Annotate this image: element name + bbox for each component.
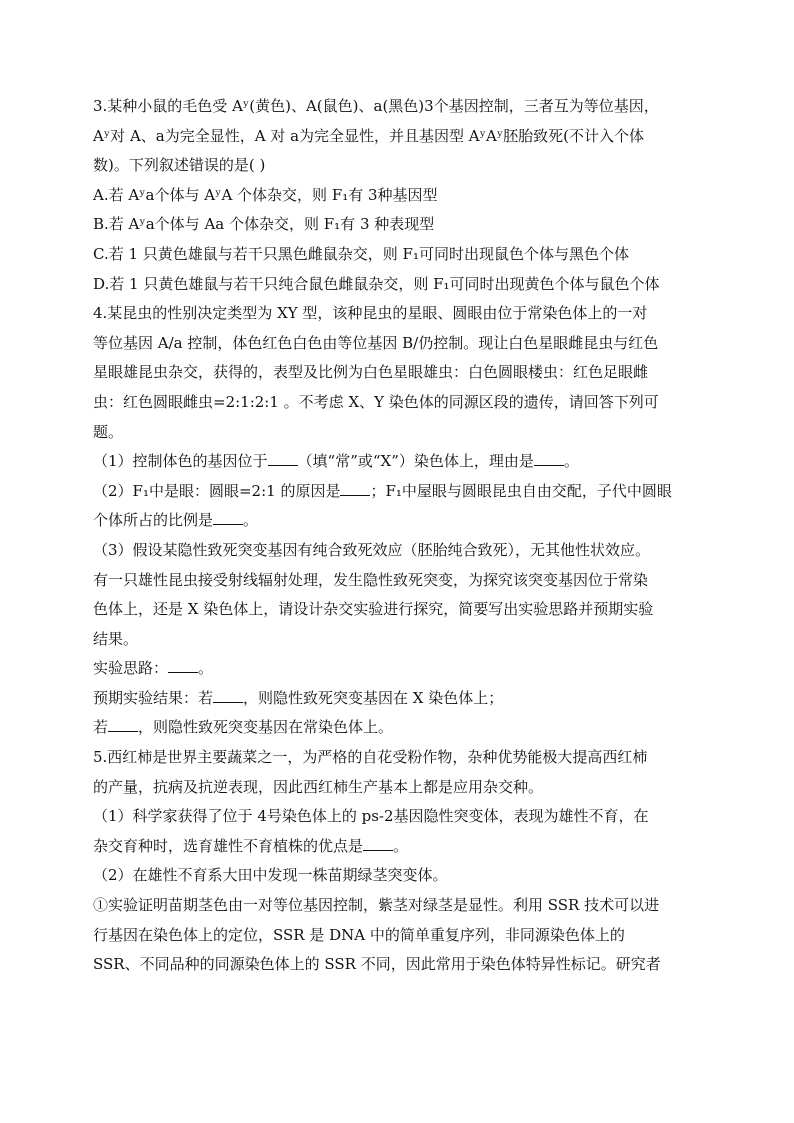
answer-blank [108, 715, 138, 732]
answer-blank [213, 686, 243, 703]
answer-blank [534, 449, 564, 466]
q3-stem-line-2: Aʸ对 A、a为完全显性，A 对 a为完全显性，并且基因型 AʸAʸ胚胎致死(不计入个体 [93, 126, 645, 145]
q5-sub1-line-2 [93, 832, 708, 862]
q4-sub2-text-b: ；F₁中屋眼与圆眼昆虫自由交配，子代中圆眼 [370, 481, 672, 500]
q4-sub1-text-b: （填“常”或“X”）染色体上，理由是 [297, 452, 534, 471]
q5-stem-line-1: 5.西红柿是世界主要蔬菜之一，为严格的自花受粉作物，杂种优势能极大提高西红柿 [93, 748, 648, 767]
q4-expected-2-a: 若 [93, 718, 109, 737]
q3-option-b: B.若 Aʸa个体与 Aa 个体杂交，则 F₁有 3 种表现型 [93, 215, 435, 234]
q5-sub2-c1-line-1: ①实验证明苗期茎色由一对等位基因控制，紫茎对绿茎是显性。利用 SSR 技术可以进 [93, 896, 660, 915]
q5-stem-line-2: 的产量，抗病及抗逆表现，因此西红柿生产基本上都是应用杂交种。 [93, 777, 544, 796]
q4-sub1-text-c: 。 [563, 452, 579, 471]
q5-sub1-text-a: 杂交育种时，选育雄性不育植株的优点是 [93, 836, 364, 855]
q3-option-d: D.若 1 只黄色雄鼠与若干只纯合鼠色雌鼠杂交，则 F₁可同时出现黄色个体与鼠色个体 [93, 274, 660, 293]
q3-option-a: A.若 Aʸa个体与 AʸA 个体杂交，则 F₁有 3种基因型 [93, 185, 438, 204]
q4-idea-end: 。 [198, 659, 214, 678]
answer-blank [168, 656, 198, 673]
q4-stem-line-5: 题。 [93, 422, 124, 441]
q5-sub1-line-1: （1）科学家获得了位于 4号染色体上的 ps-2基因隐性突变体，表现为雄性不育，在 [93, 807, 649, 826]
q4-sub2-text-a: （2）F₁中是眼：圆眼=2:1 的原因是 [93, 481, 341, 500]
q4-expected-1-b: ，则隐性致死突变基因在 X 染色体上； [243, 688, 504, 707]
q5-sub2-c1-line-2: 行基因在染色体上的定位，SSR 是 DNA 中的简单重复序列，非同源染色体上的 [93, 925, 625, 944]
q4-stem-line-4: 虫：红色圆眼雌虫=2:1:2:1 。不考虑 X、Y 染色体的同源区段的遗传，请回答下列可 [93, 392, 659, 411]
answer-blank [213, 508, 243, 525]
document-page [93, 92, 708, 980]
q5-sub2-c1-line-3: SSR、不同品种的同源染色体上的 SSR 不同，因此常用于染色体特异性标记。研究者 [93, 955, 661, 974]
q4-sub3-line-3: 色体上，还是 X 染色体上，请设计杂交实验进行探究，简要写出实验思路并预期实验 [93, 600, 654, 619]
q4-expected-1-a: 预期实验结果：若 [93, 688, 214, 707]
q4-sub2-line-2 [93, 506, 708, 536]
q4-stem-line-1: 4.某昆虫的性别决定类型为 XY 型，该种昆虫的星眼、圆眼由位于常染色体上的一对 [93, 304, 648, 323]
q3-stem-line-1: 3.某种小鼠的毛色受 Aʸ(黄色)、A(鼠色)、a(黑色)3个基因控制，三者互为等位基因， [93, 97, 659, 115]
q4-sub1 [93, 447, 708, 477]
q4-expected-1 [93, 684, 708, 714]
q4-sub2-line-1 [93, 477, 708, 507]
q4-sub3-line-4: 结果。 [93, 629, 139, 648]
q4-expected-2 [93, 713, 708, 743]
q4-stem-line-3: 星眼雄昆虫杂交，获得的，表型及比例为白色星眼雄虫：白色圆眼楼虫：红色足眼雌 [93, 363, 649, 382]
q3-option-c: C.若 1 只黄色雄鼠与若干只黑色雌鼠杂交，则 F₁可同时出现鼠色个体与黑色个体 [93, 244, 629, 263]
q4-sub3-line-2: 有一只雄性昆虫接受射线辐射处理，发生隐性致死突变，为探究该突变基因位于常染 [93, 570, 649, 589]
q4-idea [93, 654, 708, 684]
q4-sub3-line-1: （3）假设某隐性致死突变基因有纯合致死效应（胚胎纯合致死），无其他性状效应。 [93, 540, 651, 559]
answer-blank [340, 479, 370, 496]
q4-idea-label: 实验思路： [93, 659, 169, 678]
answer-blank [363, 834, 393, 851]
q4-stem-line-2: 等位基因 A/a 控制，体色红色白色由等位基因 B/仍控制。现让白色星眼雌昆虫与红色 [93, 333, 659, 352]
answer-blank [268, 449, 298, 466]
q5-sub1-text-b: 。 [393, 836, 409, 855]
q4-sub2-text-c: 个体所占的比例是 [93, 511, 214, 530]
q4-sub2-text-d: 。 [243, 511, 259, 530]
q4-expected-2-b: ，则隐性致死突变基因在常染色体上。 [138, 718, 394, 737]
q4-sub1-text-a: （1）控制体色的基因位于 [93, 452, 268, 471]
q5-sub2: （2）在雄性不育系大田中发现一株苗期绿茎突变体。 [93, 866, 448, 885]
q3-stem-line-3: 数)。下列叙述错误的是( ) [93, 156, 266, 175]
